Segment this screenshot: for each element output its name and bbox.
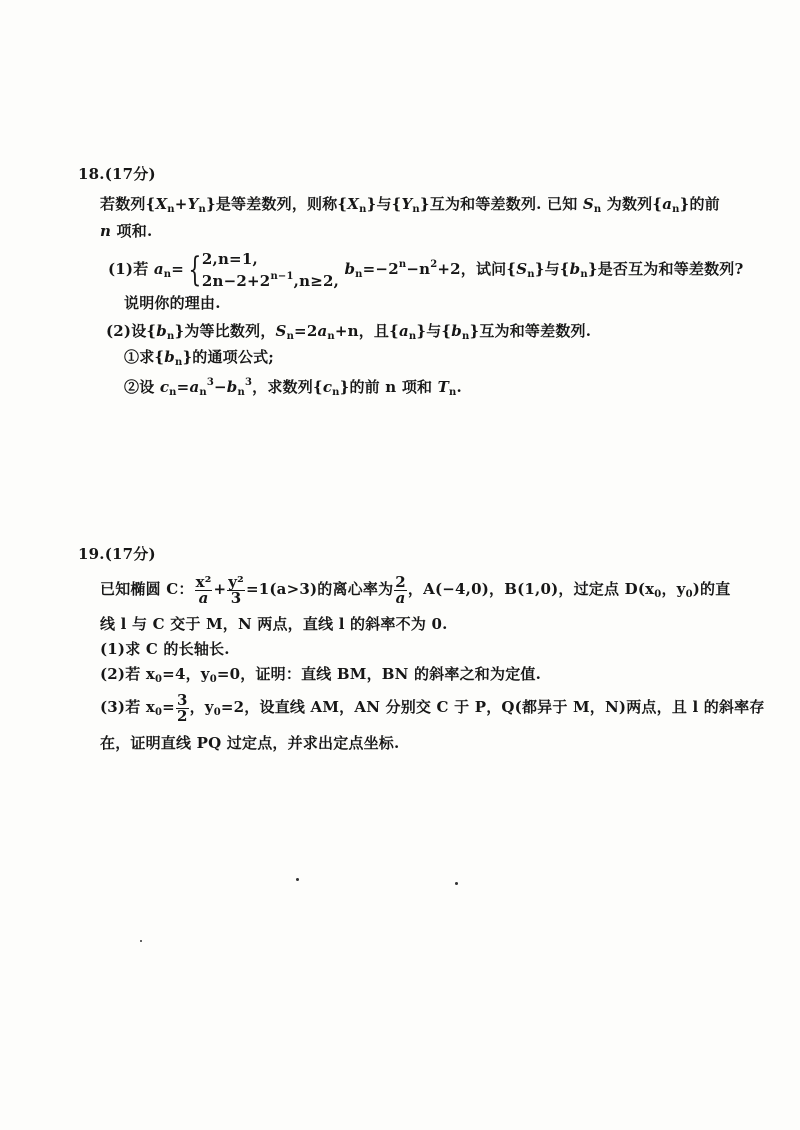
q19-p3-line2: 在，证明直线 PQ 过定点，并求出定点坐标.: [100, 734, 400, 752]
q18-p2-b: }为等比数列，: [174, 322, 276, 340]
q18-p2-i-a: ①求{: [124, 348, 165, 366]
q18-p1-f: }是否互为和等差数列?: [587, 260, 744, 278]
q18-p1-b: =−2: [362, 260, 399, 278]
q18-p2-ii-d: .: [456, 378, 462, 396]
q18-part2-ii: ②设 $c_n=a_n^3-b_n^3$，求数列$\{c_n\}$的前 n 项和 $T_n$.: [124, 377, 462, 398]
scan-speck: [296, 878, 299, 881]
q19-intro-e: )的直: [692, 580, 731, 598]
q19-intro-d: ，y: [661, 580, 686, 598]
q18-intro-e: 为数列{: [601, 195, 663, 213]
q18-p2-ii-a: ②设: [124, 378, 160, 396]
q19-intro-a: 已知椭圆 C：: [100, 580, 194, 598]
q18-p2-a: (2)设{: [106, 322, 157, 340]
q18-intro-line2: n 项和.: [100, 222, 153, 240]
q18-p2-ii-b: ，求数列{: [252, 378, 323, 396]
q19-frac-2-a: $\frac{2}{a}$: [395, 572, 406, 607]
q18-intro-line2-text: 项和.: [116, 222, 153, 240]
q18-p1-case2a: 2n−2+2: [201, 272, 271, 290]
q18-p2-d: +n，且{: [334, 322, 399, 340]
q19-p3-b: =: [162, 698, 175, 716]
q19-part1: (1)求 C 的长轴长.: [100, 640, 230, 658]
q18-part1: (1)若 $a_n=$ { 2,n=1, $2n-2+2^{n-1},n\ge 2$, $b_n=-2^n-n^2+2$，试问$\{S_n\}$与$\{b_n\}$是否互为和等差数列?: [108, 250, 744, 290]
q19-intro-b: =1(a>3)的离心率为: [245, 580, 394, 598]
q18-header: 18.(17分): [78, 165, 156, 183]
q18-intro-c: }与{: [366, 195, 402, 213]
q18-p2-c: =2: [294, 322, 318, 340]
q19-p2-a: (2)若 x: [100, 665, 155, 683]
q18-intro-f: }的前: [679, 195, 720, 213]
q18-p2-f: }互为和等差数列.: [469, 322, 592, 340]
q18-intro-d: }互为和等差数列. 已知: [419, 195, 583, 213]
q19-p2-b: =4，y: [162, 665, 210, 683]
q19-intro-line1: 已知椭圆 C： $\frac{\text{x²}}{a}$ + $\frac{\text{y²}}{3}$ =1(a>3)的离心率为 $\frac{2}{a}$ ，A(−4,0)，B(1,0)，过定点 $D(x_0$，$y_0$)的直: [100, 572, 731, 607]
q18-part2: (2)设$\{b_n\}$为等比数列，$S_n=2a_n+n$，且$\{a_n\}$与$\{b_n\}$互为和等差数列.: [106, 322, 592, 342]
q19-header: 19.(17分): [78, 545, 156, 563]
q18-intro-b: }是等差数列，则称{: [205, 195, 348, 213]
q18-p1-c: −n: [406, 260, 431, 278]
q18-intro-a: 若数列{: [100, 195, 156, 213]
scan-speck: [140, 940, 142, 942]
q18-p1-case2b: ,n≥2,: [293, 272, 340, 290]
q19-part2: (2)若 $x_0=4$，$y_0=0$，证明：直线 BM，BN 的斜率之和为定值.: [100, 665, 542, 685]
q18-part2-i: ①求$\{b_n\}$的通项公式;: [124, 348, 275, 368]
q19-p3-c: ，y: [189, 698, 214, 716]
q19-intro-line2: 线 l 与 C 交于 M，N 两点，直线 l 的斜率不为 0.: [100, 615, 448, 633]
scan-speck: [455, 882, 458, 885]
q18-p1-case1: 2,n=1,: [201, 250, 258, 268]
q19-frac-x2-a: $\frac{\text{x²}}{a}$: [195, 572, 212, 607]
q19-frac-y2-3: $\frac{\text{y²}}{3}$: [228, 572, 244, 607]
q19-frac-3-2: $\frac{3}{2}$: [176, 690, 188, 725]
q18-p1-line2: 说明你的理由.: [124, 294, 221, 312]
q18-intro-line1: 若数列$\{X_n+Y_n\}$是等差数列，则称$\{X_n\}$与$\{Y_n\}$互为和等差数列. 已知 $S_n$ 为数列$\{a_n\}$的前: [100, 195, 720, 215]
q18-p2-ii-c: }的前 n 项和: [339, 378, 438, 396]
q18-p2-i-b: }的通项公式;: [182, 348, 275, 366]
q18-p2-e: }与{: [416, 322, 452, 340]
q19-part3: (3)若 $x_0=$ $\frac{3}{2}$ ，$y_0=2$，设直线 AM，AN 分别交 C 于 P，Q(都异于 M，N)两点，且 l 的斜率存: [100, 690, 765, 725]
q18-p1-d: +2，试问{: [437, 260, 517, 278]
q19-intro-c: ，A(−4,0)，B(1,0)，过定点 D(x: [407, 580, 655, 598]
q19-p2-c: =0，证明：直线 BM，BN 的斜率之和为定值.: [216, 665, 542, 683]
q18-p1-a: (1)若: [108, 260, 154, 278]
q19-p3-d: =2，设直线 AM，AN 分别交 C 于 P，Q(都异于 M，N)两点，且 l 的斜率存: [220, 698, 765, 716]
q19-p3-a: (3)若 x: [100, 698, 155, 716]
q18-p1-e: }与{: [534, 260, 570, 278]
